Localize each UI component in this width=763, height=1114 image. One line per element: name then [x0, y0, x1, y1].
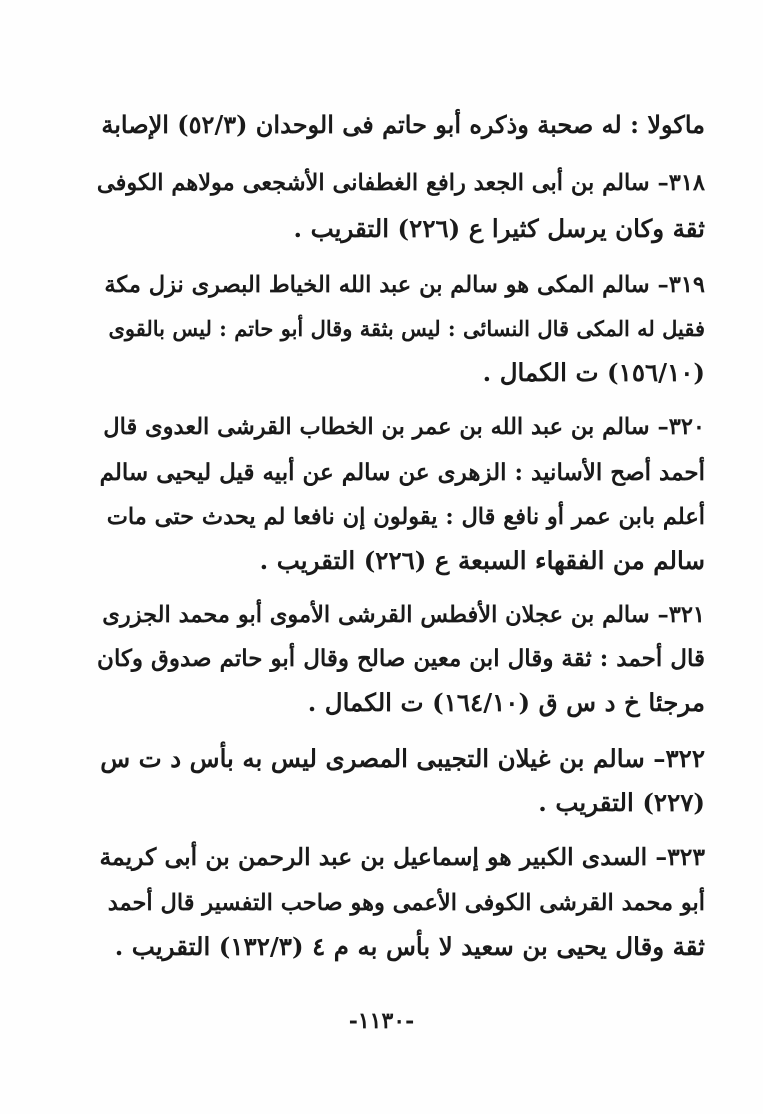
entry-323-line-1: ٣٢٣– السدى الكبير هو إسماعيل بن عبد الرحمن بن أبى كريمة: [99, 843, 705, 871]
entry-321-line-3: مرجئا خ د س ق (١٦٤/١٠) ت الكمال .: [307, 688, 705, 717]
entry-321-line-2: قال أحمد : ثقة وقال ابن معين صالح وقال أبو حاتم صدوق وكان: [97, 645, 705, 672]
entry-320-line-3: أعلم بابن عمر أو نافع قال : يقولون إن نافعا لم يحدث حتى مات: [106, 504, 705, 530]
entry-318-line-1: ٣١٨– سالم بن أبى الجعد رافع الغطفانى الأشجعى مولاهم الكوفى: [97, 170, 705, 196]
entry-continuation-line-1: ماكولا : له صحبة وذكره أبو حاتم فى الوحدان (٥٢/٣) الإصابة: [101, 110, 705, 139]
page-number: -١١٣٠-: [348, 1008, 415, 1034]
entry-320-line-1: ٣٢٠– سالم بن عبد الله بن عمر بن الخطاب القرشى العدوى قال: [103, 414, 705, 440]
entry-319-line-1: ٣١٩– سالم المكى هو سالم بن عبد الله الخياط البصرى نزل مكة: [104, 272, 705, 298]
entry-323-line-2: أبو محمد القرشى الكوفى الأعمى وهو صاحب التفسير قال أحمد: [107, 890, 705, 916]
entry-323-line-3: ثقة وقال يحيى بن سعيد لا بأس به م ٤ (١٣٢/٣) التقريب .: [114, 932, 705, 961]
entry-319-line-2: فقيل له المكى قال النسائى : ليس بثقة وقال أبو حاتم : ليس بالقوى: [108, 316, 705, 341]
entry-321-line-1: ٣٢١– سالم بن عجلان الأفطس القرشى الأموى أبو محمد الجزرى: [102, 602, 705, 628]
entry-322-line-2: (٢٢٧) التقريب .: [538, 788, 705, 817]
entry-319-line-3: (١٥٦/١٠) ت الكمال .: [482, 358, 705, 387]
page-body: [97, 0, 705, 1000]
entry-318-line-2: ثقة وكان يرسل كثيرا ع (٢٢٦) التقريب .: [293, 214, 705, 243]
entry-322-line-1: ٣٢٢– سالم بن غيلان التجيبى المصرى ليس به بأس د ت س: [100, 744, 705, 773]
entry-320-line-4: سالم من الفقهاء السبعة ع (٢٢٦) التقريب .: [259, 546, 705, 575]
entry-320-line-2: أحمد أصح الأسانيد : الزهرى عن سالم عن أبيه قيل ليحيى سالم: [99, 459, 705, 486]
